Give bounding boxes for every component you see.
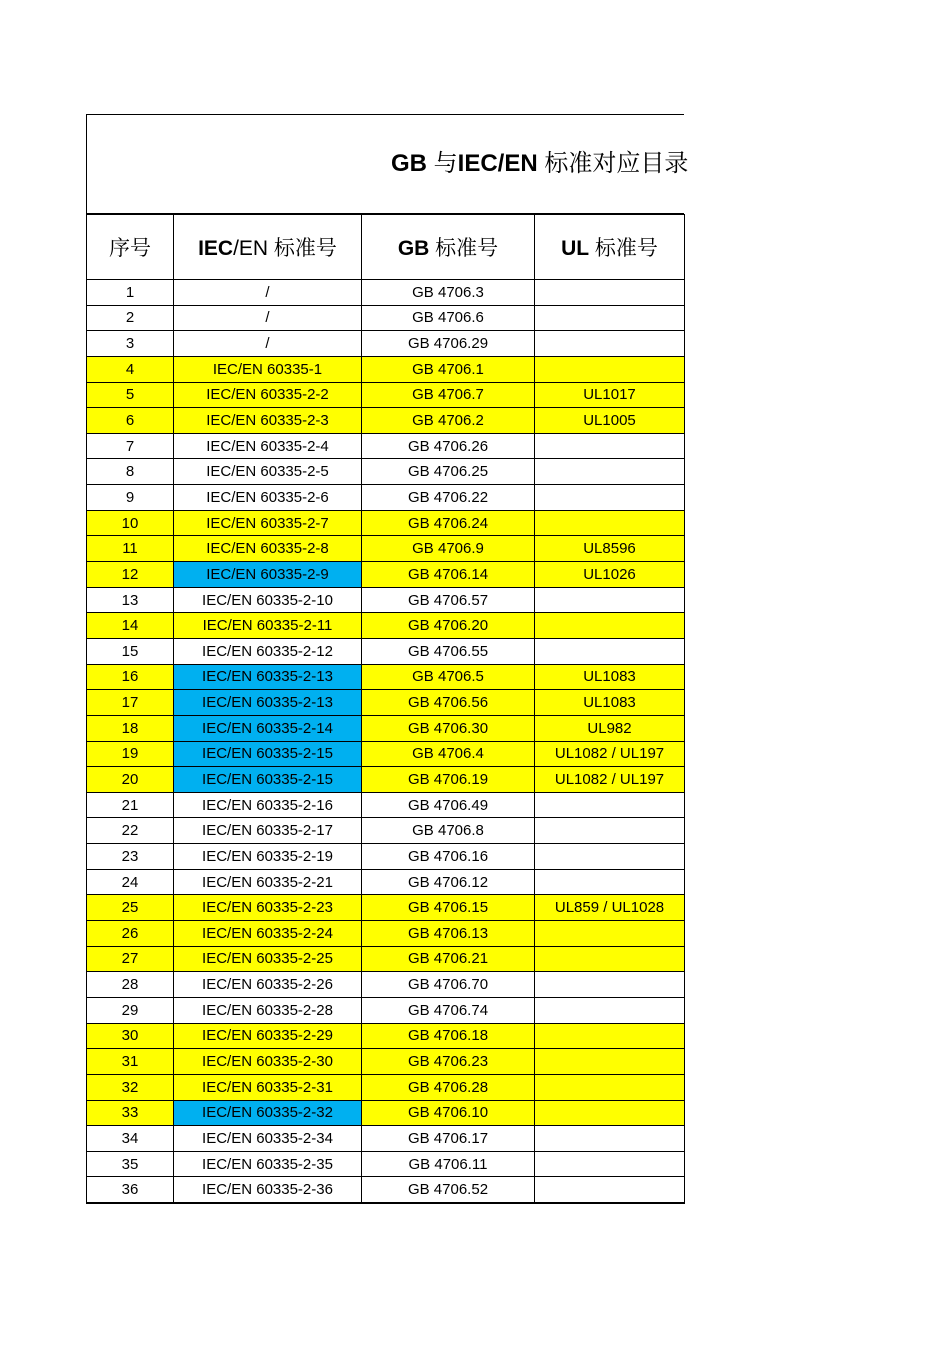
cell-iec: IEC/EN 60335-2-21 — [174, 869, 362, 895]
cell-seq: 36 — [87, 1177, 174, 1203]
cell-seq: 11 — [87, 536, 174, 562]
table-row — [87, 433, 685, 459]
table-row — [87, 741, 685, 767]
table-row — [87, 510, 685, 536]
table-row — [87, 946, 685, 972]
cell-ul — [535, 972, 685, 998]
cell-iec: IEC/EN 60335-2-11 — [174, 613, 362, 639]
table-row — [87, 459, 685, 485]
cell-ul — [535, 869, 685, 895]
cell-gb: GB 4706.12 — [362, 869, 535, 895]
cell-iec: IEC/EN 60335-2-32 — [174, 1100, 362, 1126]
table-row — [87, 587, 685, 613]
cell-iec: IEC/EN 60335-2-15 — [174, 767, 362, 793]
cell-iec: / — [174, 305, 362, 331]
cell-gb: GB 4706.30 — [362, 715, 535, 741]
cell-gb: GB 4706.17 — [362, 1126, 535, 1152]
cell-seq: 22 — [87, 818, 174, 844]
cell-iec: IEC/EN 60335-2-30 — [174, 1049, 362, 1075]
cell-seq: 16 — [87, 664, 174, 690]
cell-gb: GB 4706.7 — [362, 382, 535, 408]
cell-seq: 23 — [87, 844, 174, 870]
cell-gb: GB 4706.13 — [362, 921, 535, 947]
cell-gb: GB 4706.4 — [362, 741, 535, 767]
cell-gb: GB 4706.3 — [362, 280, 535, 306]
cell-gb: GB 4706.22 — [362, 485, 535, 511]
table-row — [87, 921, 685, 947]
cell-gb: GB 4706.23 — [362, 1049, 535, 1075]
cell-ul — [535, 613, 685, 639]
cell-ul — [535, 280, 685, 306]
header-row — [87, 215, 685, 280]
cell-ul — [535, 1074, 685, 1100]
cell-ul: UL1005 — [535, 408, 685, 434]
table-row — [87, 1177, 685, 1203]
cell-gb: GB 4706.15 — [362, 895, 535, 921]
table-row — [87, 356, 685, 382]
cell-ul: UL1082 / UL197 — [535, 741, 685, 767]
cell-gb: GB 4706.10 — [362, 1100, 535, 1126]
table-row — [87, 1074, 685, 1100]
cell-seq: 20 — [87, 767, 174, 793]
cell-ul: UL1083 — [535, 664, 685, 690]
cell-ul — [535, 1023, 685, 1049]
table-row — [87, 331, 685, 357]
cell-ul: UL1026 — [535, 562, 685, 588]
cell-ul — [535, 510, 685, 536]
table-row — [87, 715, 685, 741]
cell-gb: GB 4706.9 — [362, 536, 535, 562]
cell-iec: IEC/EN 60335-2-35 — [174, 1151, 362, 1177]
table-row — [87, 1023, 685, 1049]
table-row — [87, 382, 685, 408]
cell-ul: UL1017 — [535, 382, 685, 408]
cell-seq: 2 — [87, 305, 174, 331]
cell-gb: GB 4706.28 — [362, 1074, 535, 1100]
cell-gb: GB 4706.70 — [362, 972, 535, 998]
standards-sheet — [86, 114, 689, 1204]
table-row — [87, 1151, 685, 1177]
title-cell — [86, 114, 689, 214]
cell-seq: 3 — [87, 331, 174, 357]
cell-gb: GB 4706.52 — [362, 1177, 535, 1203]
table-row — [87, 767, 685, 793]
cell-seq: 5 — [87, 382, 174, 408]
cell-seq: 33 — [87, 1100, 174, 1126]
cell-gb: GB 4706.8 — [362, 818, 535, 844]
cell-gb: GB 4706.2 — [362, 408, 535, 434]
cell-seq: 30 — [87, 1023, 174, 1049]
cell-ul — [535, 818, 685, 844]
table-row — [87, 1049, 685, 1075]
cell-gb: GB 4706.29 — [362, 331, 535, 357]
cell-iec: IEC/EN 60335-2-5 — [174, 459, 362, 485]
cell-seq: 28 — [87, 972, 174, 998]
cell-iec: IEC/EN 60335-2-36 — [174, 1177, 362, 1203]
cell-ul — [535, 921, 685, 947]
cell-gb: GB 4706.19 — [362, 767, 535, 793]
cell-ul — [535, 485, 685, 511]
cell-iec: IEC/EN 60335-2-6 — [174, 485, 362, 511]
table-row — [87, 408, 685, 434]
table-row — [87, 638, 685, 664]
cell-gb: GB 4706.74 — [362, 997, 535, 1023]
cell-gb: GB 4706.11 — [362, 1151, 535, 1177]
cell-iec: IEC/EN 60335-2-19 — [174, 844, 362, 870]
cell-iec: IEC/EN 60335-2-9 — [174, 562, 362, 588]
cell-iec: / — [174, 331, 362, 357]
table-row — [87, 869, 685, 895]
cell-ul — [535, 946, 685, 972]
cell-seq: 19 — [87, 741, 174, 767]
cell-gb: GB 4706.1 — [362, 356, 535, 382]
table-row — [87, 1126, 685, 1152]
cell-ul: UL1082 / UL197 — [535, 767, 685, 793]
page-title: GB 与IEC/EN 标准对应目录 — [391, 150, 689, 177]
cell-ul — [535, 459, 685, 485]
cell-gb: GB 4706.26 — [362, 433, 535, 459]
cell-iec: IEC/EN 60335-2-14 — [174, 715, 362, 741]
table-row — [87, 664, 685, 690]
table-row — [87, 972, 685, 998]
cell-iec: IEC/EN 60335-1 — [174, 356, 362, 382]
cell-gb: GB 4706.18 — [362, 1023, 535, 1049]
cell-iec: IEC/EN 60335-2-8 — [174, 536, 362, 562]
cell-ul — [535, 997, 685, 1023]
table-row — [87, 562, 685, 588]
cell-iec: IEC/EN 60335-2-15 — [174, 741, 362, 767]
cell-iec: IEC/EN 60335-2-17 — [174, 818, 362, 844]
cell-seq: 27 — [87, 946, 174, 972]
header-gb: GB 标准号 — [362, 215, 535, 280]
cell-iec: IEC/EN 60335-2-25 — [174, 946, 362, 972]
cell-iec: IEC/EN 60335-2-7 — [174, 510, 362, 536]
cell-gb: GB 4706.49 — [362, 792, 535, 818]
cell-iec: IEC/EN 60335-2-23 — [174, 895, 362, 921]
header-iec: IEC/EN 标准号 — [174, 215, 362, 280]
cell-gb: GB 4706.24 — [362, 510, 535, 536]
cell-seq: 15 — [87, 638, 174, 664]
cell-ul: UL1083 — [535, 690, 685, 716]
cell-ul: UL982 — [535, 715, 685, 741]
cell-gb: GB 4706.56 — [362, 690, 535, 716]
cell-seq: 4 — [87, 356, 174, 382]
cell-seq: 10 — [87, 510, 174, 536]
cell-iec: IEC/EN 60335-2-24 — [174, 921, 362, 947]
cell-gb: GB 4706.6 — [362, 305, 535, 331]
cell-iec: / — [174, 280, 362, 306]
cell-seq: 24 — [87, 869, 174, 895]
cell-ul — [535, 356, 685, 382]
cell-ul — [535, 587, 685, 613]
cell-gb: GB 4706.20 — [362, 613, 535, 639]
cell-iec: IEC/EN 60335-2-2 — [174, 382, 362, 408]
table-row — [87, 613, 685, 639]
table-body — [87, 280, 685, 1204]
cell-iec: IEC/EN 60335-2-16 — [174, 792, 362, 818]
header-ul: UL 标准号 — [535, 215, 685, 280]
table-row — [87, 280, 685, 306]
cell-iec: IEC/EN 60335-2-12 — [174, 638, 362, 664]
cell-seq: 18 — [87, 715, 174, 741]
table-row — [87, 690, 685, 716]
cell-ul — [535, 433, 685, 459]
table-row — [87, 536, 685, 562]
table-row — [87, 844, 685, 870]
cell-iec: IEC/EN 60335-2-34 — [174, 1126, 362, 1152]
cell-iec: IEC/EN 60335-2-13 — [174, 690, 362, 716]
cell-ul — [535, 1126, 685, 1152]
cell-ul: UL859 / UL1028 — [535, 895, 685, 921]
cell-seq: 12 — [87, 562, 174, 588]
cell-seq: 32 — [87, 1074, 174, 1100]
table-row — [87, 818, 685, 844]
cell-seq: 9 — [87, 485, 174, 511]
cell-seq: 21 — [87, 792, 174, 818]
cell-ul — [535, 792, 685, 818]
table-row — [87, 305, 685, 331]
cell-ul — [535, 1177, 685, 1203]
cell-iec: IEC/EN 60335-2-29 — [174, 1023, 362, 1049]
cell-gb: GB 4706.57 — [362, 587, 535, 613]
cell-ul — [535, 1151, 685, 1177]
cell-ul — [535, 305, 685, 331]
header-seq: 序号 — [87, 215, 174, 280]
cell-iec: IEC/EN 60335-2-3 — [174, 408, 362, 434]
cell-iec: IEC/EN 60335-2-13 — [174, 664, 362, 690]
cell-seq: 6 — [87, 408, 174, 434]
cell-seq: 8 — [87, 459, 174, 485]
cell-ul — [535, 844, 685, 870]
table-row — [87, 1100, 685, 1126]
standards-table — [86, 214, 685, 1204]
cell-iec: IEC/EN 60335-2-10 — [174, 587, 362, 613]
cell-seq: 34 — [87, 1126, 174, 1152]
cell-seq: 31 — [87, 1049, 174, 1075]
cell-seq: 26 — [87, 921, 174, 947]
cell-seq: 29 — [87, 997, 174, 1023]
cell-seq: 7 — [87, 433, 174, 459]
table-row — [87, 485, 685, 511]
cell-gb: GB 4706.55 — [362, 638, 535, 664]
cell-ul — [535, 1049, 685, 1075]
table-row — [87, 997, 685, 1023]
cell-seq: 1 — [87, 280, 174, 306]
cell-seq: 35 — [87, 1151, 174, 1177]
cell-ul — [535, 638, 685, 664]
cell-gb: GB 4706.16 — [362, 844, 535, 870]
cell-ul — [535, 1100, 685, 1126]
cell-iec: IEC/EN 60335-2-26 — [174, 972, 362, 998]
table-row — [87, 792, 685, 818]
cell-gb: GB 4706.25 — [362, 459, 535, 485]
cell-iec: IEC/EN 60335-2-4 — [174, 433, 362, 459]
cell-seq: 13 — [87, 587, 174, 613]
cell-gb: GB 4706.5 — [362, 664, 535, 690]
cell-gb: GB 4706.21 — [362, 946, 535, 972]
cell-seq: 14 — [87, 613, 174, 639]
table-row — [87, 895, 685, 921]
cell-iec: IEC/EN 60335-2-31 — [174, 1074, 362, 1100]
cell-ul: UL8596 — [535, 536, 685, 562]
cell-seq: 17 — [87, 690, 174, 716]
cell-iec: IEC/EN 60335-2-28 — [174, 997, 362, 1023]
cell-seq: 25 — [87, 895, 174, 921]
cell-gb: GB 4706.14 — [362, 562, 535, 588]
cell-ul — [535, 331, 685, 357]
